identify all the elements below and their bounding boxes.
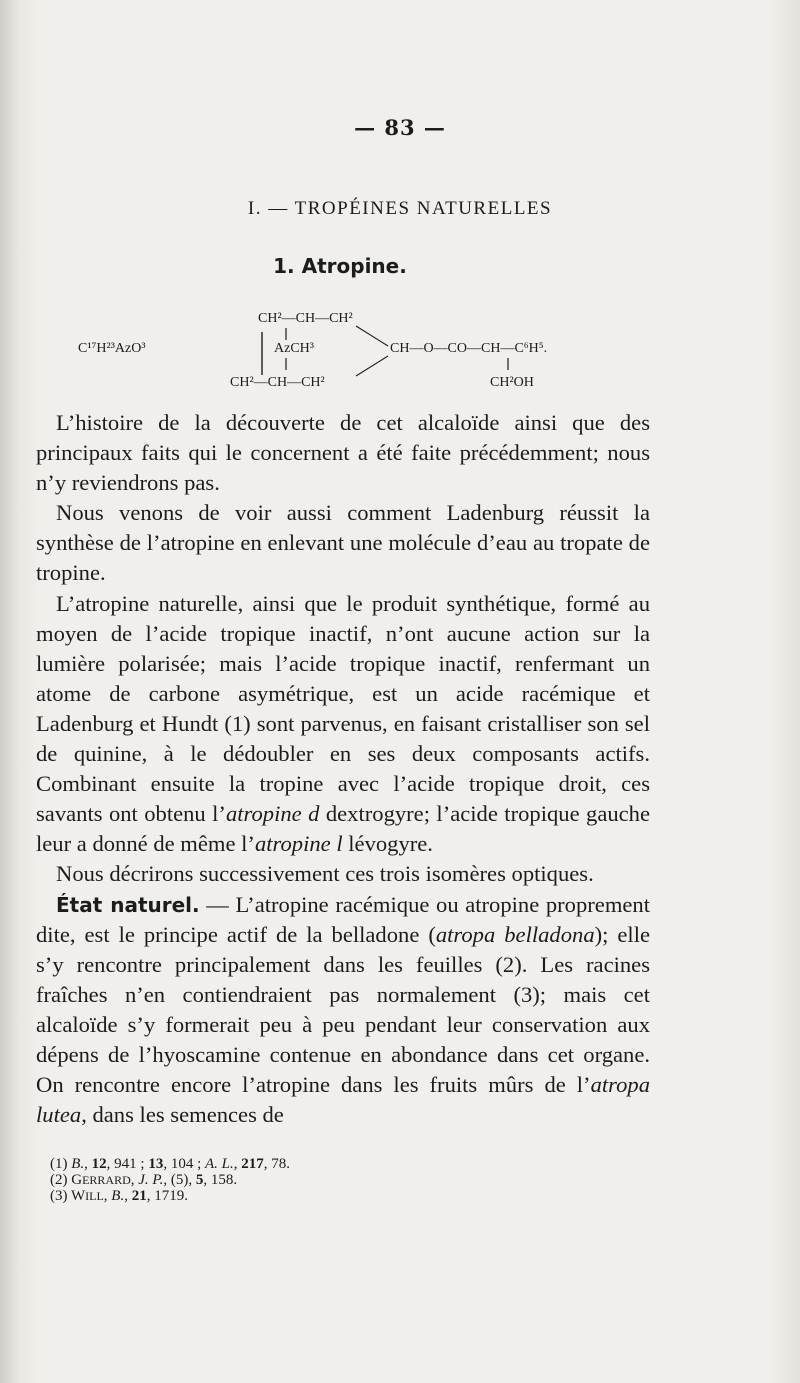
body-text [36, 408, 650, 1130]
footnotes [50, 1156, 610, 1204]
structural-formula [60, 300, 680, 400]
subsection-title-text: 1. Atropine. [273, 254, 407, 278]
paragraph: L’histoire de la découverte de cet alcaloïde ainsi que des principaux faits qui le concernent a été faite précédemment; nous n’y reviendrons pas. [36, 410, 650, 496]
formula-bottom: CH²—CH—CH² [230, 375, 325, 390]
paragraph: Nous venons de voir aussi comment Ladenburg réussit la synthèse de l’atropine en enlevant une molécule d’eau au tropate de tropine. [36, 500, 650, 586]
section-title: I. — TROPÉINES NATURELLES [247, 198, 553, 219]
paragraph: Nous décrirons successivement ces trois isomères optiques. [56, 861, 594, 887]
paragraph: L’atropine naturelle, ainsi que le produit synthétique, formé au moyen de l’acide tropique inactif, n’ont aucune action sur la lumière polarisée; mais l’acide tropique inactif, renfermant un atome de carbone asymétrique, est un acide racémique et Ladenburg et Hundt (1) sont parvenus, en faisant cristalliser son sel de quinine, à le dédoubler en ses deux composants actifs. Combinant ensuite la tropine avec l’acide tropique droit, ces savants ont obtenu l’atropine d dextrogyre; l’acide tropique gauche leur a donné de même l’atropine l lévogyre. [36, 590, 651, 857]
formula-gross: C¹⁷H²³AzO³ [78, 341, 146, 356]
formula-chain: CH—O—CO—CH—C⁶H⁵. [390, 341, 548, 356]
formula-substituent: CH²OH [490, 375, 534, 390]
formula-top: CH²—CH—CH² [258, 311, 353, 326]
footnote: (2) GERRARD, J. P., (5), 5, 158. [50, 1172, 238, 1188]
formula-middle: AzCH³ [274, 341, 314, 356]
footnote: (3) WILL, B., 21, 1719. [50, 1188, 188, 1204]
footnote: (1) B., 12, 941 ; 13, 104 ; A. L., 217, 78. [50, 1156, 291, 1172]
formula-bond-diag-top [356, 326, 388, 346]
subsection-title [0, 254, 680, 278]
formula-bond-diag-bottom [356, 356, 388, 376]
page-number: — 83 — [354, 115, 446, 140]
paragraph: État naturel. — L’atropine racémique ou atropine proprement dite, est le principe actif de la belladone (atropa belladona); elle s’y rencontre principalement dans les feuilles (2). Les racines fraîches n’en contiendraient pas normalement (3); mais cet alcaloïde s’y formerait peu à peu pendant leur conservation aux dépens de l’hyoscamine contenue en abondance dans cet organe. On rencontre encore l’atropine dans les fruits mûrs de l’atropa lutea, dans les semences de [36, 891, 651, 1128]
